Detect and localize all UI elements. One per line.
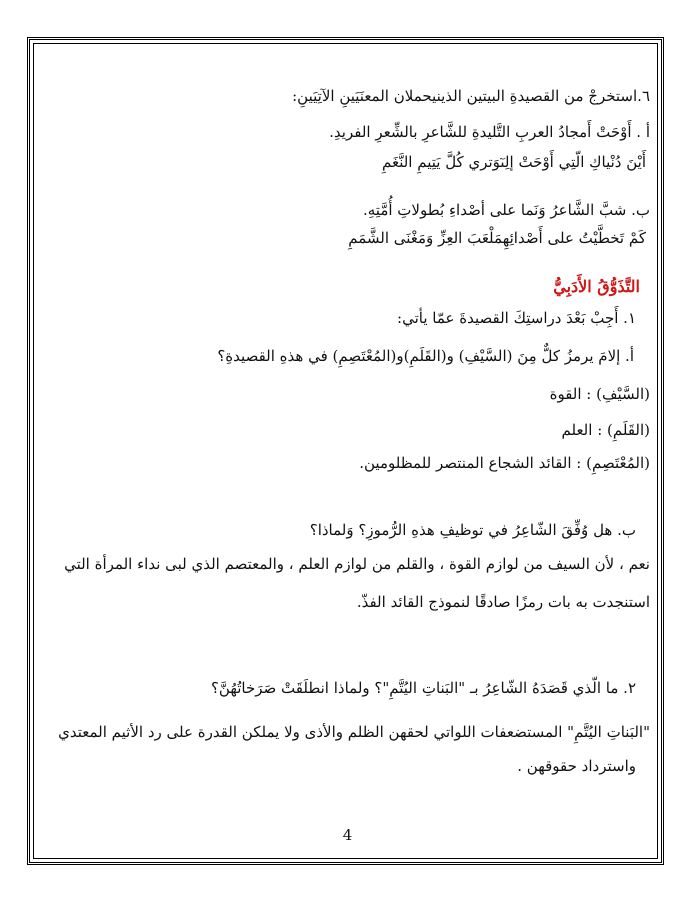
q1a-question: أ. إلامَ يرمزُ كلٌّ مِنَ (السَّيْفِ) و(القَلَمِ)و(المُعْتَصِمِ) في هذهِ القصيدةِ؟ — [217, 347, 634, 365]
q6-b-statement: ب. شبَّ الشَّاعرُ وَنَما على أصْداءِ بُطولاتِ أُمَّتِهِ. — [363, 201, 650, 219]
q1b-question: ب. هل وُفِّقَ الشّاعِرُ في توظيفِ هذهِ الرُّموزِ؟ وَلماذا؟ — [309, 521, 636, 539]
answer-q2-line1: "البَناتِ اليُتَّمِ" المستضعفات اللواتي لحقهن الظلم والأذى ولا يملكن القدرة على رد الأثيم المعتدي — [58, 723, 650, 741]
answer-sword: (السَّيْفِ) : القوة — [549, 385, 650, 403]
answer-pen: (القَلَمِ) : العلم — [561, 421, 650, 439]
q6-title: ٦.استخرجْ من القصيدةِ البيتين الذينيحملان المعنَيَينِ الآتِيَينِ: — [292, 87, 650, 105]
q6-b-verse: كَمْ تَخطَّيْتُ على أَصْدائِهِمَلْعَبَ العِزِّ وَمَغْنَى الشَّمَمِ — [348, 229, 646, 247]
page-number: 4 — [342, 826, 353, 844]
q2-question: ٢. ما الّذي قَصَدَهُ الشّاعِرُ بـ "البَناتِ اليُتَّمِ"؟ ولماذا انطلَقَتْ صَرَخاتُهُنَّ؟ — [210, 679, 636, 697]
section-heading: التَّذَوُّقُ الأَدَبِيُّ — [553, 277, 640, 296]
answer-b-line2: استنجدت به بات رمزًا صادقًا لنموذج القائد الفذّ. — [356, 593, 650, 611]
answer-mutasim: (المُعْتَصِمِ) : القائد الشجاع المنتصر للمظلومين. — [359, 454, 650, 472]
q6-a-verse: أَيْنَ دُنْياكِ الّتِي أَوْحَتْ إلِىٓوَتري كُلَّ يَتِيمِ النَّغَمِ — [381, 153, 646, 171]
answer-b-line1: نعم ، لأن السيف من لوازم القوة ، والقلم من لوازم العلم ، والمعتصم الذي لبى نداء المرأة التي — [64, 555, 650, 573]
q6-a-statement: أ . أَوْحَتْ أَمجادُ العربِ التَّليدةِ للشَّاعرِ بالشِّعرِ الفريدِ. — [329, 123, 650, 141]
q1-title: ١. أَجِبْ بَعْدَ دراستِكَ القصيدةَ عمّا يأتي: — [397, 309, 636, 327]
answer-q2-line2: واسترداد حقوقهن . — [517, 757, 636, 775]
